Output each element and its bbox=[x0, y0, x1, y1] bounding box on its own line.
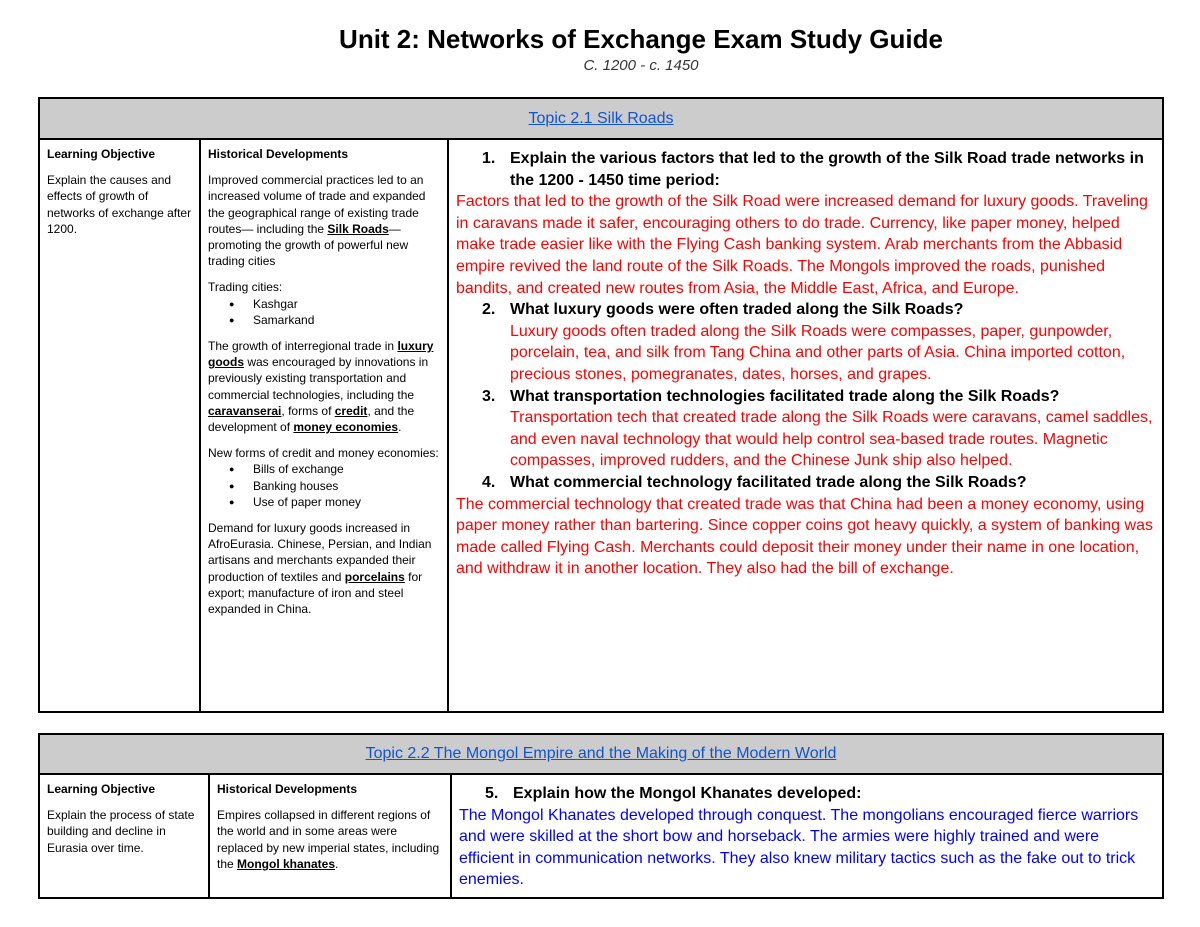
credit-forms-label: New forms of credit and money economies: bbox=[208, 446, 439, 461]
topic-2-2-header bbox=[39, 734, 1163, 774]
list-item: ● Samarkand bbox=[253, 312, 441, 328]
list-item: ● Use of paper money bbox=[253, 494, 441, 510]
answer-3: Transportation tech that created trade along the Silk Roads were caravans, camel saddles, and even naval technology that would help control sea-based trade routes. Magnetic compasses, improved rudders, and the Chinese Junk ship also helped. bbox=[510, 409, 1153, 470]
learning-objective-cell bbox=[39, 139, 200, 712]
question-3: 3. What transportation technologies facilitated trade along the Silk Roads? bbox=[482, 387, 1060, 405]
historical-developments-cell bbox=[209, 774, 451, 898]
learning-objective-label: Learning Objective bbox=[47, 782, 156, 796]
list-item: ● Bills of exchange bbox=[253, 461, 441, 477]
page-title: Unit 2: Networks of Exchange Exam Study Guide bbox=[339, 24, 943, 54]
historical-developments-label: Historical Developments bbox=[217, 782, 358, 796]
dev-paragraph-1: Empires collapsed in different regions of the world and in some areas were replaced by new imperial states, including the Mongol khanates. bbox=[217, 808, 440, 871]
questions-cell bbox=[451, 774, 1163, 898]
key-term-luxury-goods: luxury goods bbox=[208, 339, 434, 370]
topic-2-2-table bbox=[38, 733, 1164, 899]
answer-5: The Mongol Khanates developed through conquest. The mongolians encouraged fierce warriors and were skilled at the short bow and horseback. The armies were highly trained and were efficient in communication networks. They also knew military tactics such as the fake out to trick enemies. bbox=[459, 806, 1139, 889]
dev-paragraph-3: Demand for luxury goods increased in AfroEurasia. Chinese, Persian, and Indian artisans and merchants expanded their production of textiles and porcelains for export; manufacture of iron and steel expanded in China. bbox=[208, 521, 432, 617]
key-term-silk-roads: Silk Roads bbox=[327, 221, 389, 236]
key-term-money-economies: money economies bbox=[293, 420, 399, 435]
question-2: 2. What luxury goods were often traded along the Silk Roads? bbox=[482, 301, 964, 319]
key-term-mongol-khanates: Mongol khanates bbox=[237, 856, 336, 871]
topic-2-1-header bbox=[39, 98, 1163, 139]
answer-1: Factors that led to the growth of the Silk Road were increased demand for luxury goods. Traveling in caravans made it safer, encouraging others to do trade. Currency, like paper money, helped make trade easier like with the Flying Cash banking system. Arab merchants from the Abbasid empire revived the land route of the Silk Roads. The Mongols improved the roads, punished bandits, and created new routes from Asia, the Middle East, Africa, and Europe. bbox=[456, 193, 1148, 297]
learning-objective-text: Explain the process of state building and decline in Eurasia over time. bbox=[47, 808, 195, 855]
key-term-porcelains: porcelains bbox=[344, 569, 405, 584]
question-1: 1. Explain the various factors that led to the growth of the Silk Road trade networks in the 1200 - 1450 time period: bbox=[482, 150, 1144, 189]
answer-4: The commercial technology that created trade was that China had been a money economy, using paper money rather than bartering. Since copper coins got heavy quickly, a system of banking was made called Flying Cash. Merchants could deposit their money under their name in one location, and withdraw it in another location. They also had the bill of exchange. bbox=[456, 495, 1153, 578]
key-term-caravanserai: caravanserai bbox=[208, 403, 282, 418]
page-subtitle: C. 1200 - c. 1450 bbox=[583, 57, 699, 74]
dev-paragraph-2: The growth of interregional trade in luxury goods was encouraged by innovations in previously existing transportation and commercial technologies, including the caravanserai, forms of credit, and the development of money economies. bbox=[208, 339, 434, 435]
historical-developments-cell bbox=[200, 139, 448, 712]
learning-objective-text: Explain the causes and effects of growth of networks of exchange after 1200. bbox=[47, 173, 192, 236]
dev-paragraph-1: Improved commercial practices led to an increased volume of trade and expanded the geographical range of existing trade routes— including the Silk Roads—promoting the growth of powerful new trading cities bbox=[208, 173, 426, 269]
historical-developments-label: Historical Developments bbox=[208, 147, 349, 161]
learning-objective-label: Learning Objective bbox=[47, 147, 156, 161]
question-4: 4. What commercial technology facilitated trade along the Silk Roads? bbox=[482, 473, 1027, 491]
list-item: ● Banking houses bbox=[253, 478, 441, 494]
trading-cities-list bbox=[208, 296, 441, 328]
topic-2-2-link[interactable]: Topic 2.2 The Mongol Empire and the Making of the Modern World bbox=[365, 745, 837, 762]
topic-2-1-link[interactable]: Topic 2.1 Silk Roads bbox=[528, 110, 674, 127]
key-term-credit: credit bbox=[334, 403, 368, 418]
topic-2-1-table bbox=[38, 97, 1164, 713]
question-5: 5. Explain how the Mongol Khanates developed: bbox=[485, 785, 862, 802]
trading-cities-label: Trading cities: bbox=[208, 280, 283, 295]
answer-2: Luxury goods often traded along the Silk Roads were compasses, paper, gunpowder, porcelain, tea, and silk from Tang China and other parts of Asia. China imported cotton, precious stones, pomegranates, dates, horses, and grapes. bbox=[510, 322, 1126, 383]
questions-cell bbox=[448, 139, 1163, 712]
learning-objective-cell bbox=[39, 774, 209, 898]
list-item: ● Kashgar bbox=[253, 296, 441, 312]
credit-forms-list bbox=[208, 461, 441, 510]
